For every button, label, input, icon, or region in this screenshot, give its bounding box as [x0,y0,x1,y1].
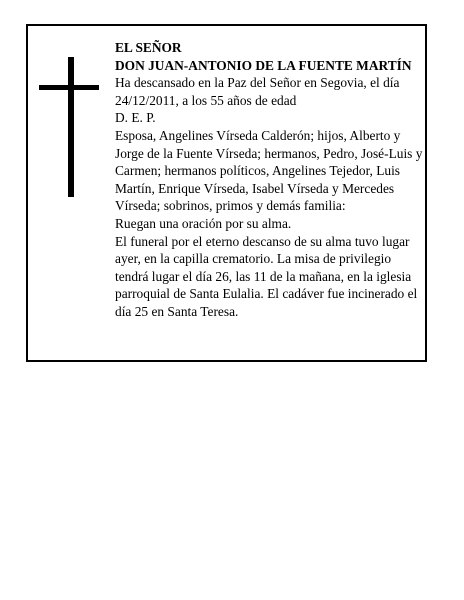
family-list: Esposa, Angelines Vírseda Calderón; hijos, Alberto y Jorge de la Fuente Vírseda; hermanos, Pedro, José-Luis y Carmen; hermanos políticos, Angelines Tejedor, Luis Martín, Enrique Vírseda, Isabel Vírseda y Mercedes Vírseda; sobrinos, primos y demás familia: [115,127,423,214]
death-details: Ha descansado en la Paz del Señor en Segovia, el día 24/12/2011, a los 55 años de edad [115,75,400,108]
rip-text: D. E. P. [115,110,156,126]
cross-vertical-bar [68,57,74,197]
funeral-details: El funeral por el eterno descanso de su alma tuvo lugar ayer, en la capilla crematorio. La misa de privilegio tendrá lugar el día 26, las 11 de la mañana, en la iglesia parroquial de Santa Eulalia. El cadáver fue incinerado el día 25 en Santa Teresa. [115,233,418,319]
cross-horizontal-bar [39,85,99,90]
deceased-name: DON JUAN-ANTONIO DE LA FUENTE MARTÍN [115,57,412,73]
obituary-notice [26,24,427,362]
notice-title: EL SEÑOR [115,40,182,55]
notice-text [115,39,423,321]
prayer-request: Ruegan una oración por su alma. [115,215,292,231]
